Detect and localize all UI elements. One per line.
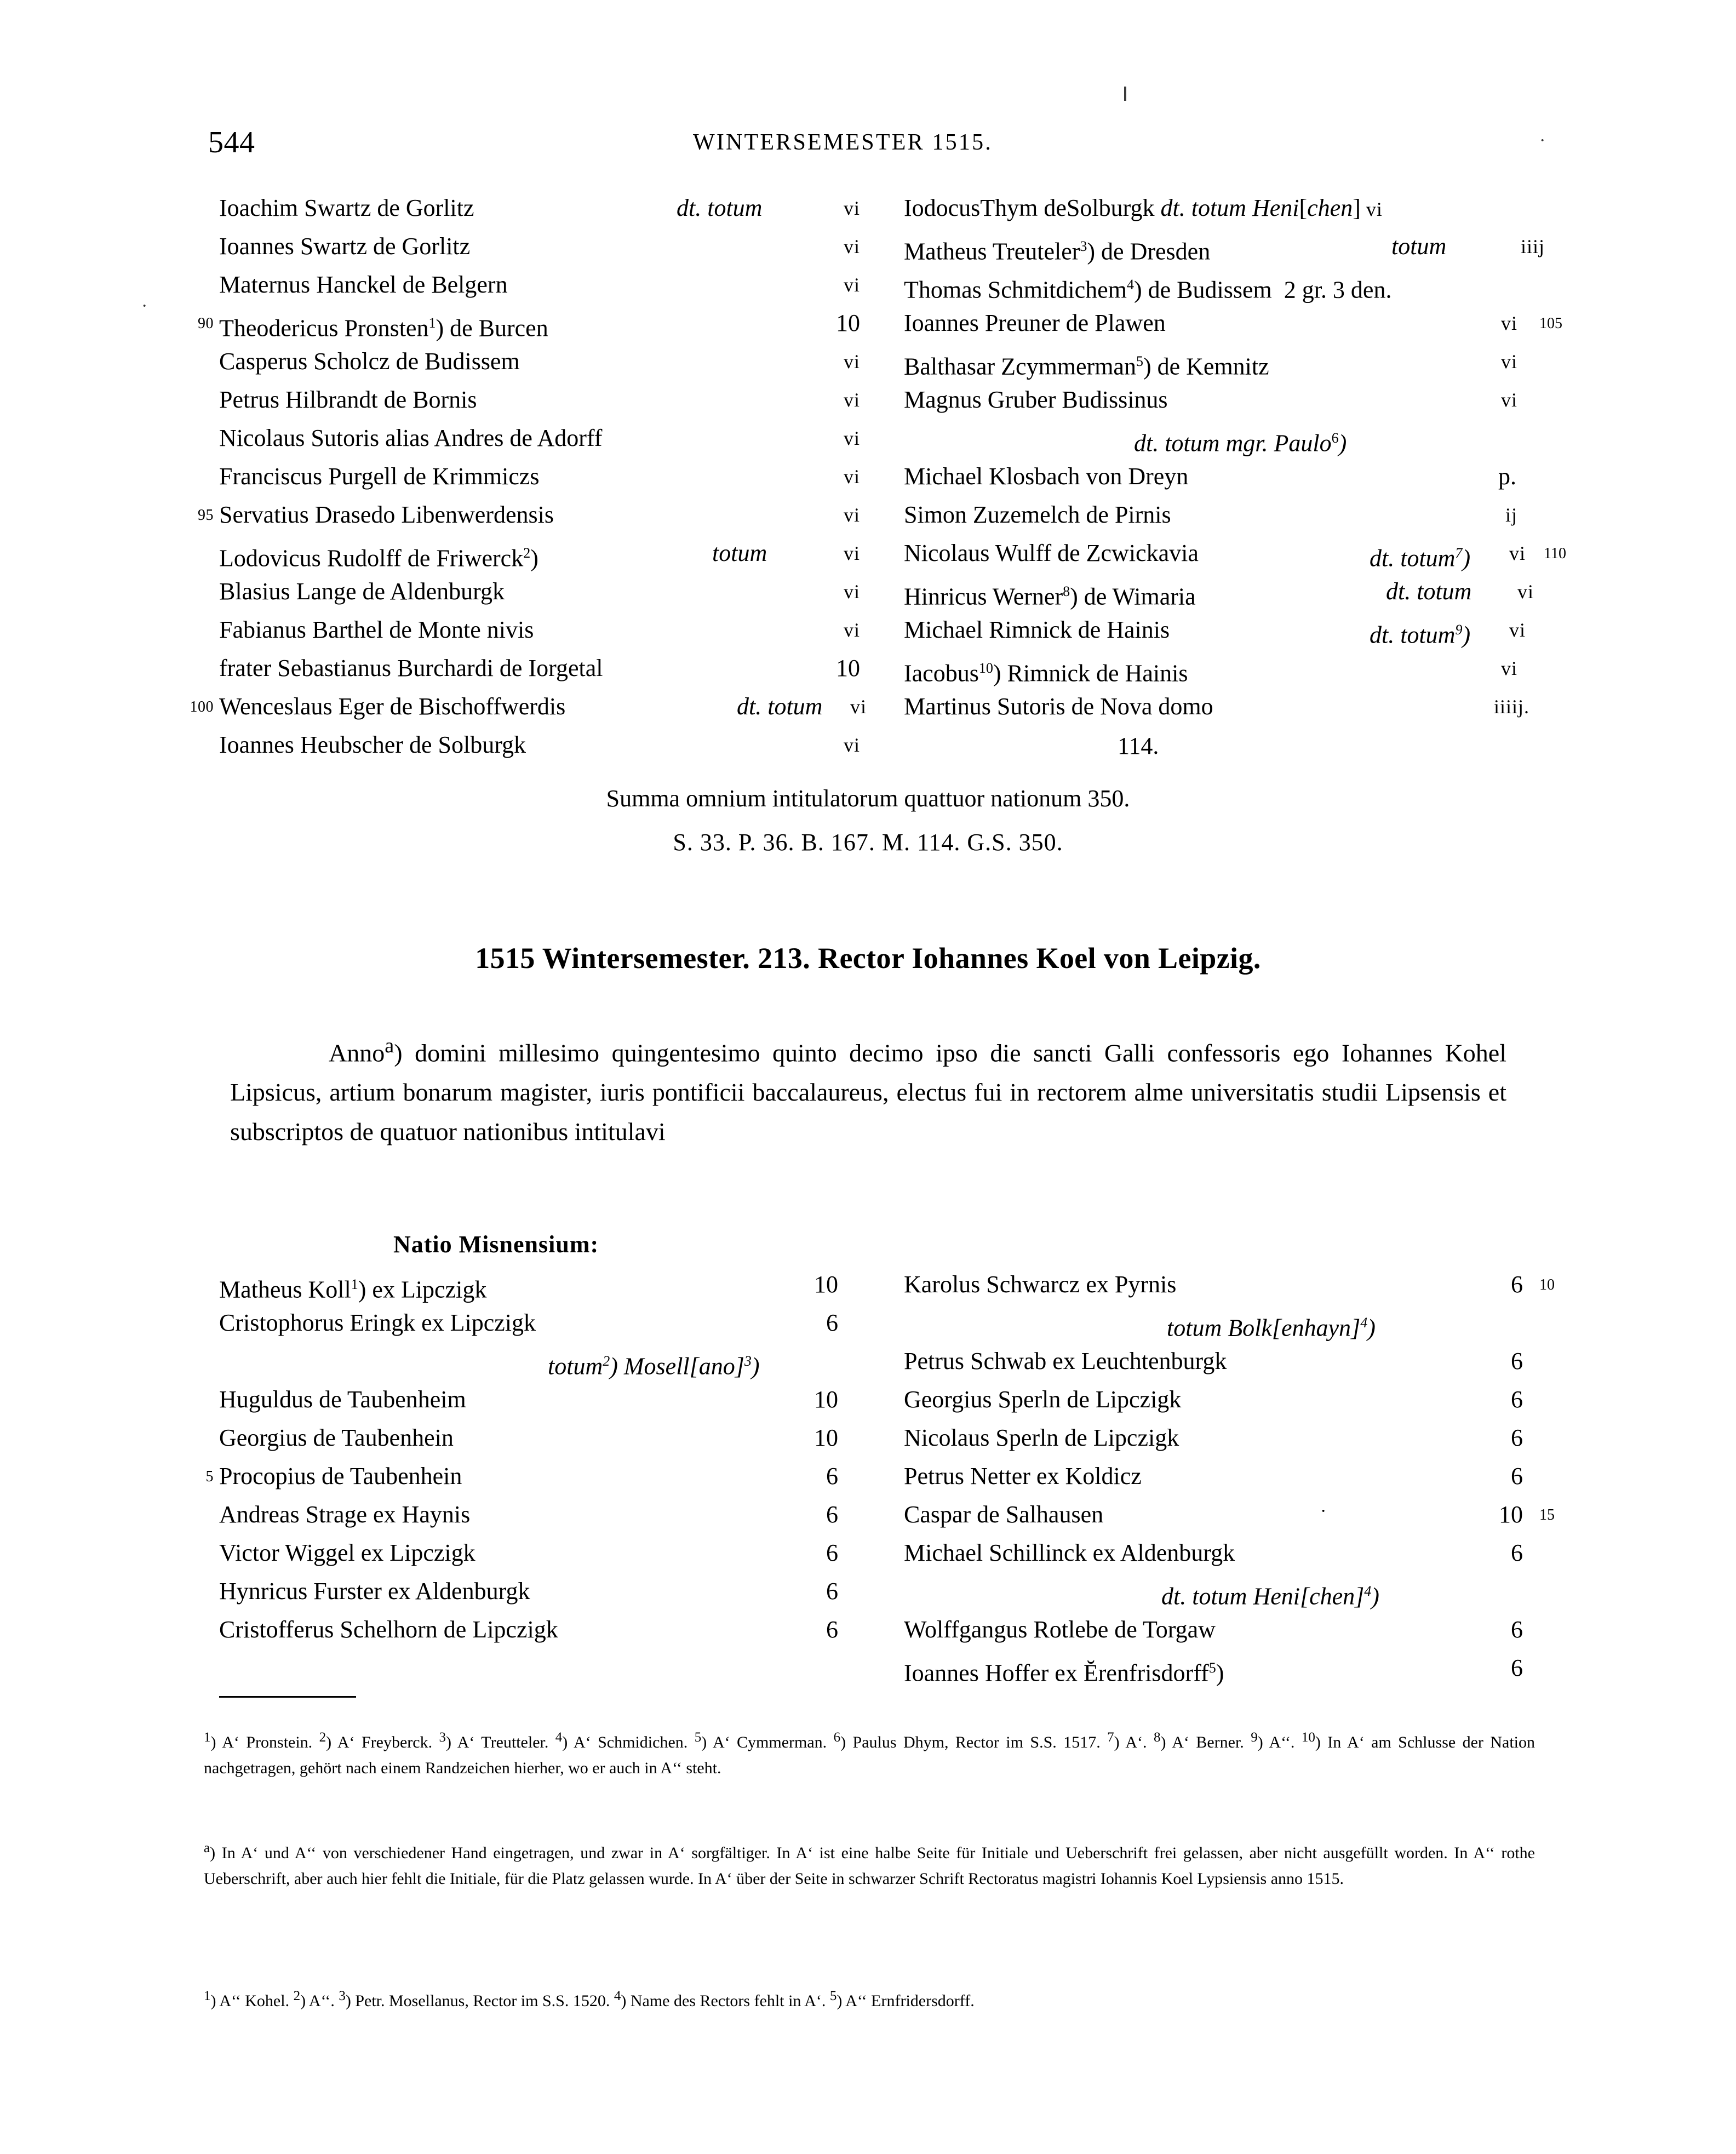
list-item: Georgius Sperln de Lipczigk 6 — [904, 1386, 1523, 1413]
list-item: Petrus Netter ex Koldicz 6 — [904, 1463, 1523, 1490]
list-item: Simon Zuzemelch de Pirnis ij — [904, 501, 1517, 528]
top-left-column — [190, 189, 871, 764]
footnote-numeric-bottom: $^1$) A‘‘ Kohel. $^2$) A‘‘. $^3$) Petr. Mosellanus, Rector im S.S. 1520. $^4$) Name des Rectors fehlt in A‘. $^5$) A‘‘ Ernfridersdorff. — [204, 1989, 975, 2010]
summa-line: Summa omnium intitulatorum quattuor nationum 350. — [606, 785, 1130, 812]
list-item: Cristophorus Eringk ex Lipczigk 6 — [219, 1309, 838, 1336]
list-item: Ioannes Hoffer ex Ĕrenfrisdorff$^5$) 6 — [904, 1654, 1523, 1687]
nation-tally-line: S. 33. P. 36. B. 167. M. 114. G.S. 350. — [673, 829, 1063, 856]
list-item-continuation: totum$^2$) Mosell[ano]$^3$) — [548, 1353, 760, 1380]
line-number: 105 — [1539, 315, 1562, 332]
list-item: 100 Wenceslaus Eger de Bischoffwerdis dt. totum vi — [219, 688, 871, 726]
matriculation-bottom-columns — [205, 1265, 1643, 1687]
corner-mark: · — [1539, 130, 1546, 151]
line-number: 90 — [198, 315, 214, 332]
list-item: 5 Procopius de Taubenhein 6 — [219, 1457, 871, 1496]
bottom-left-column — [205, 1265, 871, 1687]
list-item: Lodovicus Rudolff de Friwerck$^2$) totum vi — [219, 540, 860, 572]
line-number: 100 — [190, 698, 214, 715]
list-item-continuation: dt. totum Heni[chen]$^4$) — [1161, 1583, 1379, 1610]
list-item: Balthasar Zcymmerman$^5$) de Kemnitz vi — [904, 351, 1517, 380]
line-number: 5 — [205, 1468, 214, 1485]
footnote-lettered: $^a$) In A‘ und A‘‘ von verschiedener Hand eingetragen, und zwar in A‘ sorgfältiger. In A‘ ist eine halbe Seite für Initiale und Ueberschrift frei gelassen, aber nicht ausgefüllt worden. In A‘‘ rothe Ueberschrift, aber auch hier fehlt die Initiale, für die Platz gelassen wurde. In A‘ über der Seite in schwarzer Schrift Rectoratus magistri Iohannis Koel Lypsiensis anno 1515. — [204, 1841, 1535, 1888]
list-item-continuation: dt. totum mgr. Paulo$^6$) — [1134, 429, 1347, 457]
list-item: Casperus Scholcz de Budissem vi — [219, 348, 860, 375]
bottom-right-column — [904, 1265, 1643, 1687]
footnote-numeric-top: $^1$) A‘ Pronstein. $^2$) A‘ Freyberck. $^3$) A‘ Treutteler. $^4$) A‘ Schmidichen. $^5$) A‘ Cymmerman. $^6$) Paulus Dhym, Rector im S.S. 1517. $^7$) A‘. $^8$) A‘ Berner. $^9$) A‘‘. $^{10}$) In A‘ am Schlusse der Nation nachgetragen, gehört nach einem Randzeichen hierher, wo er auch in A‘‘ steht. — [204, 1730, 1535, 1777]
list-item: Michael Rimnick de Hainis dt. totum$^9$) vi — [904, 616, 1526, 649]
list-item: Franciscus Purgell de Krimmiczs vi — [219, 463, 860, 490]
list-item-continuation: totum Bolk[enhayn]$^4$) — [1167, 1314, 1376, 1342]
list-item: Maternus Hanckel de Belgern vi — [219, 271, 860, 298]
list-item: Ioachim Swartz de Gorlitz dt. totum vi — [219, 194, 860, 221]
list-item: IodocusThym deSolburgk dt. totum Heni[chen] vi — [904, 194, 1383, 221]
top-edge-mark — [1124, 87, 1126, 101]
list-item: Karolus Schwarcz ex Pyrnis 6 10 — [904, 1265, 1643, 1304]
list-item: Michael Schillinck ex Aldenburgk 6 — [904, 1539, 1523, 1566]
list-item: Wolffgangus Rotlebe de Torgaw 6 — [904, 1616, 1523, 1643]
list-item: Fabianus Barthel de Monte nivis vi — [219, 616, 860, 643]
list-item: Caspar de Salhausen · 10 15 — [904, 1496, 1643, 1534]
list-item: Georgius de Taubenhein 10 — [219, 1424, 838, 1451]
running-head — [0, 125, 1736, 158]
line-number: 10 — [1539, 1276, 1555, 1293]
list-item: 90 Theodericus Pronsten$^1$) de Burcen 10 — [219, 304, 871, 342]
margin-mark: · — [141, 296, 148, 316]
list-item: Ioannes Preuner de Plawen vi 105 — [904, 304, 1643, 342]
list-item: Petrus Schwab ex Leuchtenburgk 6 — [904, 1348, 1523, 1374]
list-item: frater Sebastianus Burchardi de Iorgetal 10 — [219, 655, 860, 681]
line-number: 15 — [1539, 1506, 1555, 1523]
list-item: Magnus Gruber Budissinus vi — [904, 386, 1517, 413]
list-item: Andreas Strage ex Haynis 6 — [219, 1501, 838, 1528]
right-column-total: 114. — [1118, 732, 1159, 759]
list-item: Martinus Sutoris de Nova domo iiiij. — [904, 693, 1529, 720]
natio-heading: Natio Misnensium: — [393, 1231, 599, 1258]
list-item: Hynricus Furster ex Aldenburgk 6 — [219, 1578, 838, 1605]
list-item: 95 Servatius Drasedo Libenwerdensis vi — [219, 496, 871, 534]
list-item: Blasius Lange de Aldenburgk vi — [219, 578, 860, 605]
running-title: WINTERSEMESTER 1515. — [693, 130, 993, 155]
list-item: Petrus Hilbrandt de Bornis vi — [219, 386, 860, 413]
matriculation-top-columns — [190, 189, 1643, 764]
section-heading: 1515 Wintersemester. 213. Rector Iohannes Koel von Leipzig. — [475, 942, 1261, 975]
page-number: 544 — [208, 125, 255, 159]
list-item: Matheus Treuteler$^3$) de Dresden totum iiij — [904, 233, 1545, 265]
list-item: Huguldus de Taubenheim 10 — [219, 1386, 838, 1413]
list-item: Ioannes Swartz de Gorlitz vi — [219, 233, 860, 260]
list-item: Thomas Schmitdichem$^4$) de Budissem 2 gr. 3 den. — [904, 276, 1392, 303]
list-item: Matheus Koll$^1$) ex Lipczigk 10 — [219, 1271, 838, 1303]
list-item: Michael Klosbach von Dreyn p. — [904, 463, 1516, 490]
list-item: Nicolaus Sperln de Lipczigk 6 — [904, 1424, 1523, 1451]
line-number: 95 — [198, 507, 214, 524]
list-item: Victor Wiggel ex Lipczigk 6 — [219, 1539, 838, 1566]
list-item: Nicolaus Wulff de Zcwickavia dt. totum$^7$) vi 110 — [904, 534, 1643, 572]
intro-paragraph: Anno$^a$) domini millesimo quingentesimo quinto decimo ipso die sancti Galli confessoris ego Iohannes Kohel Lipsicus, artium bonarum magister, iuris pontificii baccalaureus, electus fui in rectorem alme universitatis studii Lipsensis et subscriptos de quatuor nationibus intitulavi — [230, 1034, 1506, 1146]
list-item: Nicolaus Sutoris alias Andres de Adorff vi — [219, 425, 860, 451]
footnote-rule — [219, 1696, 356, 1698]
list-item: Ioannes Heubscher de Solburgk vi — [219, 731, 860, 758]
list-item: Iacobus$^{10}$) Rimnick de Hainis vi — [904, 657, 1517, 687]
top-right-column — [904, 189, 1643, 764]
list-item: Cristofferus Schelhorn de Lipczigk 6 — [219, 1616, 838, 1643]
line-number: 110 — [1544, 545, 1566, 562]
list-item: Hinricus Werner$^8$) de Wimaria dt. totum vi — [904, 578, 1534, 610]
